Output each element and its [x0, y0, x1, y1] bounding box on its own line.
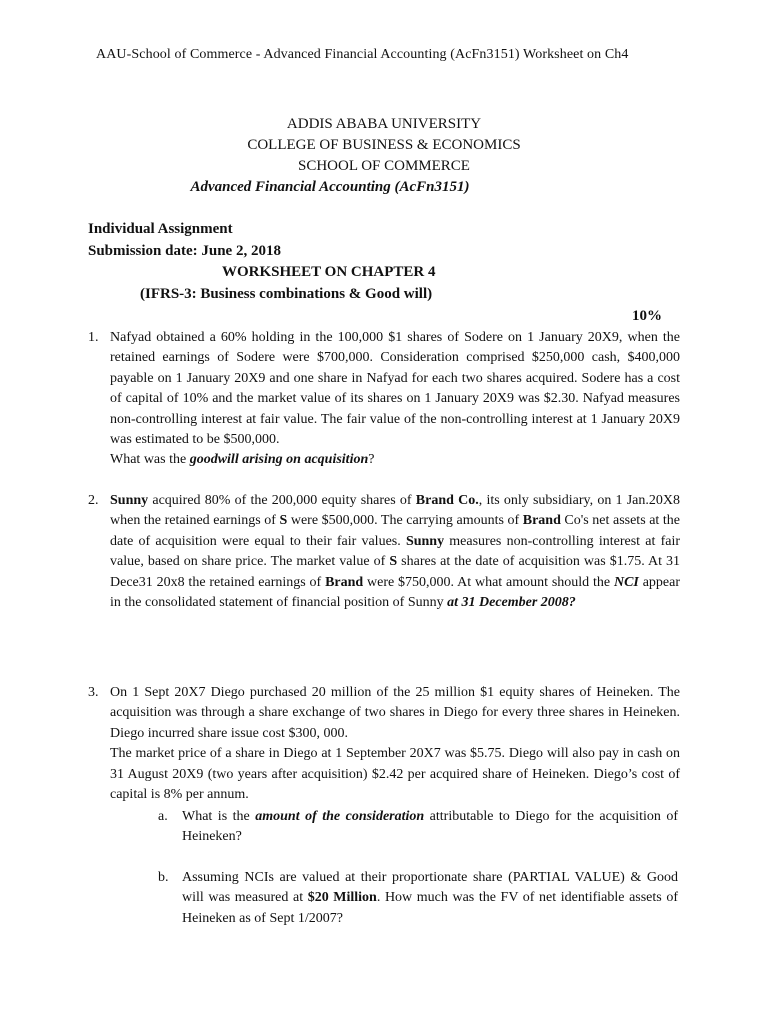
- sub-question-text: What is the amount of the consideration attributable to Diego for the acquisition of Heineken?: [182, 809, 679, 845]
- question-paragraph-1: On 1 Sept 20X7 Diego purchased 20 million of the 25 million $1 equity shares of Heineken. The acquisition was through a share exchange of two shares in Diego for every three shares in Heineken. Diego incurred share issue cost $300, 000.: [110, 685, 680, 741]
- assignment-weight: 10%: [632, 308, 662, 324]
- submission-date: Submission date: June 2, 2018: [88, 243, 281, 259]
- question-3b: [158, 868, 678, 929]
- question-3a: [158, 807, 678, 848]
- question-number: 1.: [88, 330, 99, 345]
- worksheet-topic: (IFRS-3: Business combinations & Good will): [140, 286, 433, 302]
- sub-question-text: Assuming NCIs are valued at their proportionate share (PARTIAL VALUE) & Good will was measured at $20 Million. How much was the FV of net identifiable assets of Heineken as of Sept 1/2007?: [182, 870, 678, 926]
- college-name: COLLEGE OF BUSINESS & ECONOMICS: [247, 137, 521, 153]
- question-number: 3.: [88, 685, 99, 700]
- course-title: Advanced Financial Accounting (AcFn3151): [190, 179, 470, 195]
- question-text: Sunny acquired 80% of the 200,000 equity shares of Brand Co., its only subsidiary, on 1 Jan.20X8 when the retained earnings of S were $500,000. The carrying amounts of Brand Co's net assets at the date of acquisition were equal to their fair values. Sunny measures non-controlling interest at fair value, based on share price. The market value of S shares at the date of acquisition was $1.75. At 31 Dece31 20x8 the retained earnings of Brand were $750,000. At what amount should the NCI appear in the consolidated statement of financial position of Sunny at 31 December 2008?: [110, 493, 681, 611]
- assignment-type: Individual Assignment: [88, 221, 233, 237]
- question-paragraph-2: The market price of a share in Diego at 1 September 20X7 was $5.75. Diego will also pay in cash on 31 August 20X9 (two years after acquisition) $2.42 per acquired share of Heineken. Diego’s cost of capital is 8% per annum.: [110, 746, 680, 803]
- sub-question-letter: a.: [158, 809, 168, 824]
- sub-question-letter: b.: [158, 870, 169, 885]
- worksheet-title: WORKSHEET ON CHAPTER 4: [222, 264, 436, 280]
- running-header: AAU-School of Commerce - Advanced Financial Accounting (AcFn3151) Worksheet on Ch4: [96, 47, 629, 62]
- question-1: [88, 328, 680, 471]
- question-3: [88, 683, 680, 805]
- school-name: SCHOOL OF COMMERCE: [298, 158, 470, 174]
- question-ask: What was the goodwill arising on acquisition?: [110, 452, 375, 468]
- question-text: Nafyad obtained a 60% holding in the 100,000 $1 shares of Sodere on 1 January 20X9, when the retained earnings of Sodere were $700,000. Consideration comprised $250,000 cash, $400,000 payable on 1 January 20X9 and one share in Nafyad for each two shares acquired. Sodere has a cost of capital of 10% and the market value of its shares on 1 January 20X9 was $2.30. Nafyad measures non-controlling interest at fair value. The fair value of the non-controlling interest at 1 January 20X9 was estimated to be $500,000.: [110, 330, 680, 448]
- question-number: 2.: [88, 493, 99, 508]
- question-2: [88, 491, 680, 613]
- university-name: ADDIS ABABA UNIVERSITY: [286, 116, 482, 132]
